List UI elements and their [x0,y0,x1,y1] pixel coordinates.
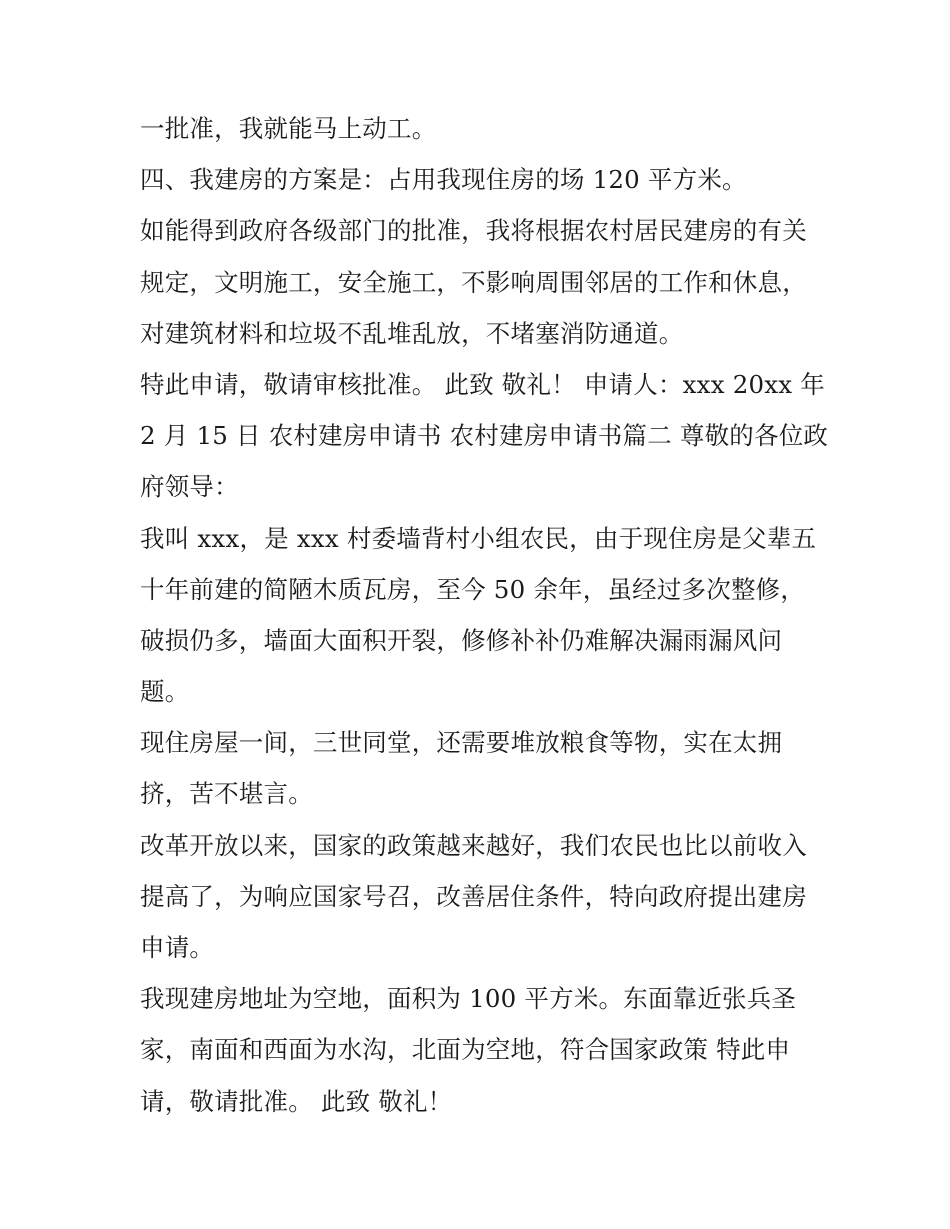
text-line: 我叫 xxx，是 xxx 村委墙背村小组农民，由于现住房是父辈五 [140,523,817,553]
text-line: 现住房屋一间，三世同堂，还需要堆放粮食等物，实在太拥 [140,728,783,758]
document-body [140,103,829,1127]
text-line: 请，敬请批准。 此致 敬礼！ [140,1086,453,1116]
text-line: 破损仍多，墙面大面积开裂，修修补补仍难解决漏雨漏风问 [140,625,783,655]
text-line: 府领导： [140,472,239,502]
text-line: 特此申请，敬请审核批准。 此致 敬礼！ 申请人：xxx 20xx 年 [140,369,825,399]
text-line: 改革开放以来，国家的政策越来越好，我们农民也比以前收入 [140,830,807,860]
text-line: 对建筑材料和垃圾不乱堆乱放，不堵塞消防通道。 [140,318,684,348]
text-line: 规定，文明施工，安全施工，不影响周围邻居的工作和休息， [140,267,807,297]
text-line: 挤，苦不堪言。 [140,779,313,809]
text-line: 家，南面和西面为水沟，北面为空地，符合国家政策 特此申 [140,1035,791,1065]
text-line: 一批准，我就能马上动工。 [140,114,437,143]
text-line: 申请。 [140,933,215,962]
text-line: 提高了，为响应国家号召，改善居住条件，特向政府提出建房 [140,881,807,911]
text-line: 四、我建房的方案是：占用我现住房的场 120 平方米。 [140,165,747,195]
text-line: 十年前建的简陋木质瓦房，至今 50 余年，虽经过多次整修， [140,574,806,604]
text-line: 我现建房地址为空地，面积为 100 平方米。东面靠近张兵圣 [140,984,797,1014]
text-line: 2 月 15 日 农村建房申请书 农村建房申请书篇二 尊敬的各位政 [140,421,829,451]
text-line: 题。 [140,677,190,707]
text-line: 如能得到政府各级部门的批准，我将根据农村居民建房的有关 [140,216,807,246]
